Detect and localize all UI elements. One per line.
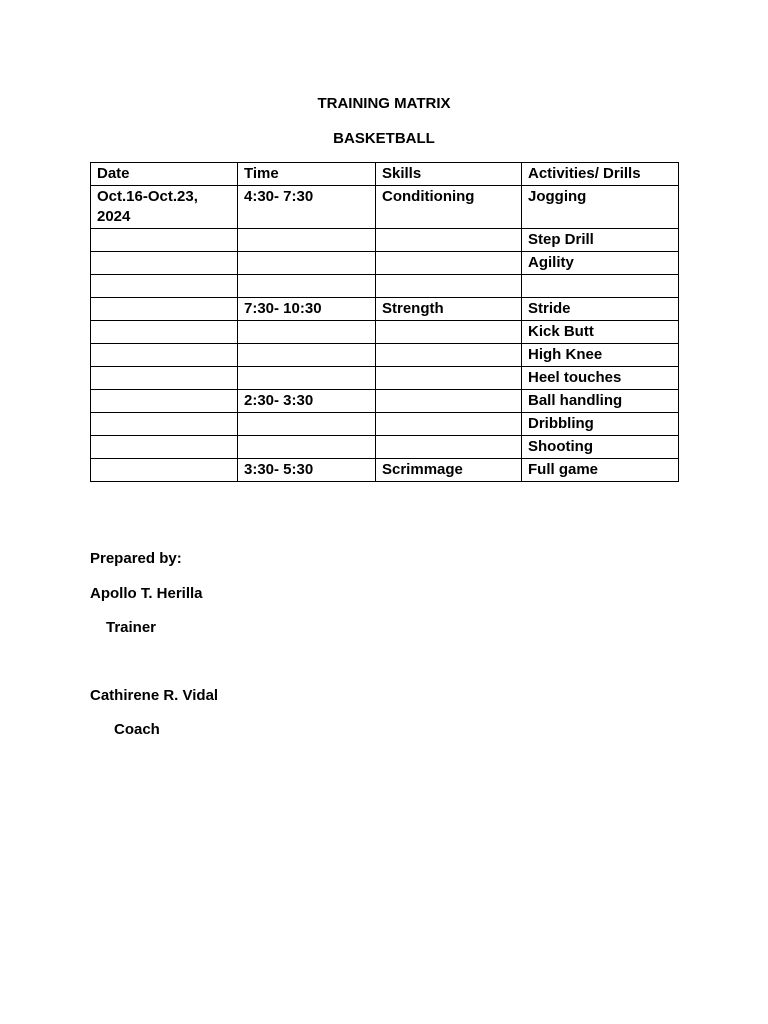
cell-date [91, 459, 238, 482]
cell-date [91, 367, 238, 390]
document-title: TRAINING MATRIX [317, 95, 451, 112]
cell-time [238, 413, 376, 436]
cell-date [91, 436, 238, 459]
cell-activity: Step Drill [522, 229, 679, 252]
header-skills: Skills [376, 163, 522, 186]
cell-date [91, 275, 238, 298]
cell-time [238, 229, 376, 252]
cell-skills [376, 252, 522, 275]
cell-time: 4:30- 7:30 [238, 186, 376, 229]
table-row [91, 436, 679, 459]
table-row [91, 344, 679, 367]
table-row [91, 321, 679, 344]
header-time: Time [238, 163, 376, 186]
cell-skills [376, 390, 522, 413]
cell-skills [376, 344, 522, 367]
cell-skills [376, 321, 522, 344]
document-subtitle: BASKETBALL [333, 130, 435, 147]
coach-role: Coach [114, 721, 160, 738]
cell-activity [522, 275, 679, 298]
cell-time [238, 436, 376, 459]
cell-time: 7:30- 10:30 [238, 298, 376, 321]
cell-time [238, 275, 376, 298]
cell-skills: Conditioning [376, 186, 522, 229]
cell-date: Oct.16-Oct.23, 2024 [91, 186, 238, 229]
cell-activity: Heel touches [522, 367, 679, 390]
trainer-name: Apollo T. Herilla [90, 585, 203, 602]
cell-date [91, 229, 238, 252]
cell-date [91, 252, 238, 275]
trainer-role: Trainer [106, 619, 157, 636]
cell-date [91, 298, 238, 321]
cell-activity: Ball handling [522, 390, 679, 413]
table-row [91, 186, 679, 229]
cell-date [91, 413, 238, 436]
cell-time: 3:30- 5:30 [238, 459, 376, 482]
table-row [91, 252, 679, 275]
cell-activity: Dribbling [522, 413, 679, 436]
table-row [91, 390, 679, 413]
cell-activity: Kick Butt [522, 321, 679, 344]
header-date: Date [91, 163, 238, 186]
cell-date [91, 321, 238, 344]
cell-activity: Agility [522, 252, 679, 275]
table-row [91, 298, 679, 321]
cell-skills: Strength [376, 298, 522, 321]
cell-time [238, 252, 376, 275]
cell-skills [376, 367, 522, 390]
cell-date [91, 344, 238, 367]
cell-activity: High Knee [522, 344, 679, 367]
table-row [91, 229, 679, 252]
cell-time [238, 367, 376, 390]
cell-activity: Full game [522, 459, 679, 482]
prepared-by-label: Prepared by: [90, 550, 182, 567]
cell-skills [376, 275, 522, 298]
header-activities: Activities/ Drills [522, 163, 679, 186]
training-matrix-table [90, 162, 679, 482]
cell-time [238, 321, 376, 344]
cell-skills [376, 413, 522, 436]
coach-name: Cathirene R. Vidal [90, 687, 219, 704]
cell-activity: Shooting [522, 436, 679, 459]
cell-date [91, 390, 238, 413]
table-row [91, 459, 679, 482]
table-row [91, 413, 679, 436]
cell-activity: Stride [522, 298, 679, 321]
cell-activity: Jogging [522, 186, 679, 229]
table-row [91, 367, 679, 390]
cell-skills [376, 436, 522, 459]
table-row [91, 275, 679, 298]
cell-time [238, 344, 376, 367]
cell-time: 2:30- 3:30 [238, 390, 376, 413]
cell-skills: Scrimmage [376, 459, 522, 482]
cell-skills [376, 229, 522, 252]
table-header-row [91, 163, 679, 186]
